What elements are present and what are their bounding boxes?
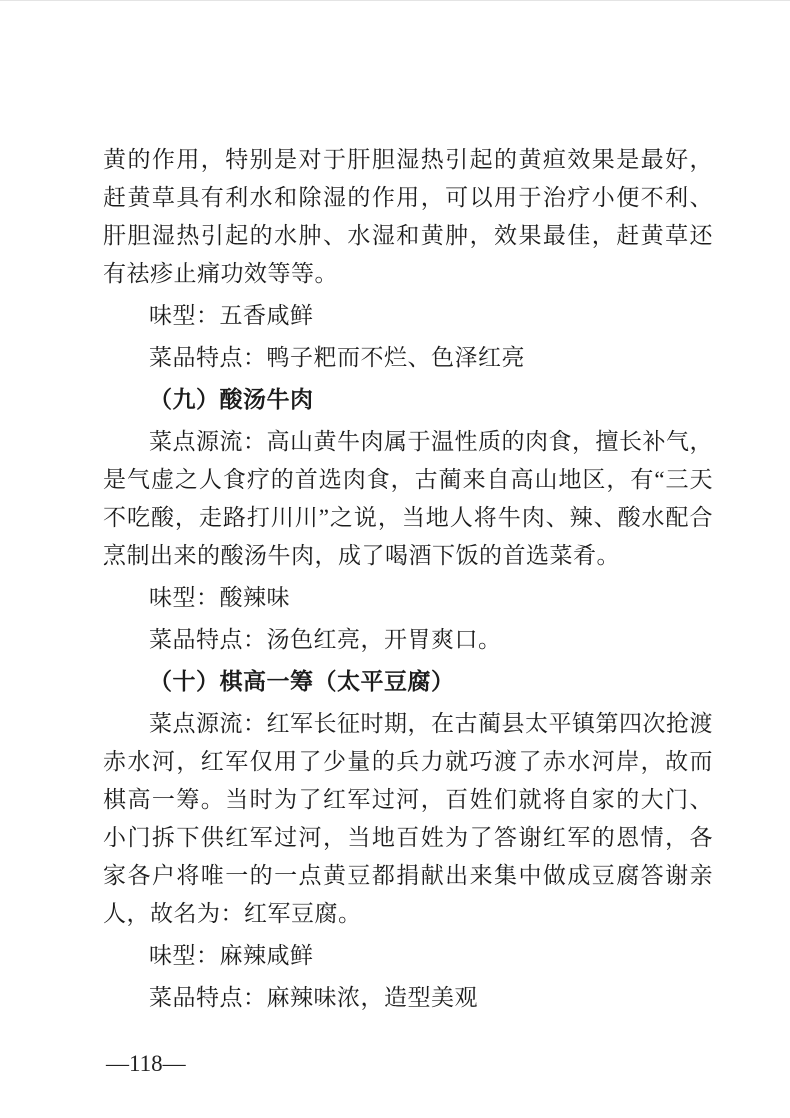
flavor-type-line-duck: 味型：五香咸鲜: [149, 303, 314, 328]
section-heading-10-taiping-tofu: （十）棋高一筹（太平豆腐）: [149, 669, 455, 694]
paragraph-origin-taiping-tofu: 菜点源流：红军长征时期，在古蔺县太平镇第四次抢渡赤水河，红军仅用了少量的兵力就巧渡了赤水河岸，故而棋高一筹。当时为了红军过河，百姓们就将自家的大门、小门拆下供红军过河，当地百姓为了答谢红军的恩情，各家各户将唯一的一点黄豆都捐献出来集中做成豆腐答谢亲人，故名为：红军豆腐。: [103, 711, 713, 926]
dish-features-line-duck: 菜品特点：鸭子粑而不烂、色泽红亮: [149, 345, 525, 370]
document-body: [103, 141, 713, 1021]
paragraph-ganhuangcao-effects: 黄的作用，特别是对于肝胆湿热引起的黄疸效果是最好，赶黄草具有利水和除湿的作用，可以用于治疗小便不利、肝胆湿热引起的水肿、水湿和黄肿，效果最佳，赶黄草还有祛疹止痛功效等等。: [103, 147, 713, 286]
section-heading-9-suantang-beef: （九）酸汤牛肉: [149, 387, 314, 412]
paragraph-origin-suantang-beef: 菜点源流：高山黄牛肉属于温性质的肉食，擅长补气，是气虚之人食疗的首选肉食，古蔺来自高山地区，有“三天不吃酸，走路打川川”之说，当地人将牛肉、辣、酸水配合烹制出来的酸汤牛肉，成了喝酒下饭的首选菜肴。: [103, 429, 713, 568]
dish-features-line-tofu: 菜品特点：麻辣味浓，造型美观: [149, 985, 478, 1010]
flavor-type-line-beef: 味型：酸辣味: [149, 585, 290, 610]
flavor-type-line-tofu: 味型：麻辣咸鲜: [149, 943, 314, 968]
dish-features-line-beef: 菜品特点：汤色红亮，开胃爽口。: [149, 627, 502, 652]
page-number: —118—: [106, 1051, 186, 1076]
